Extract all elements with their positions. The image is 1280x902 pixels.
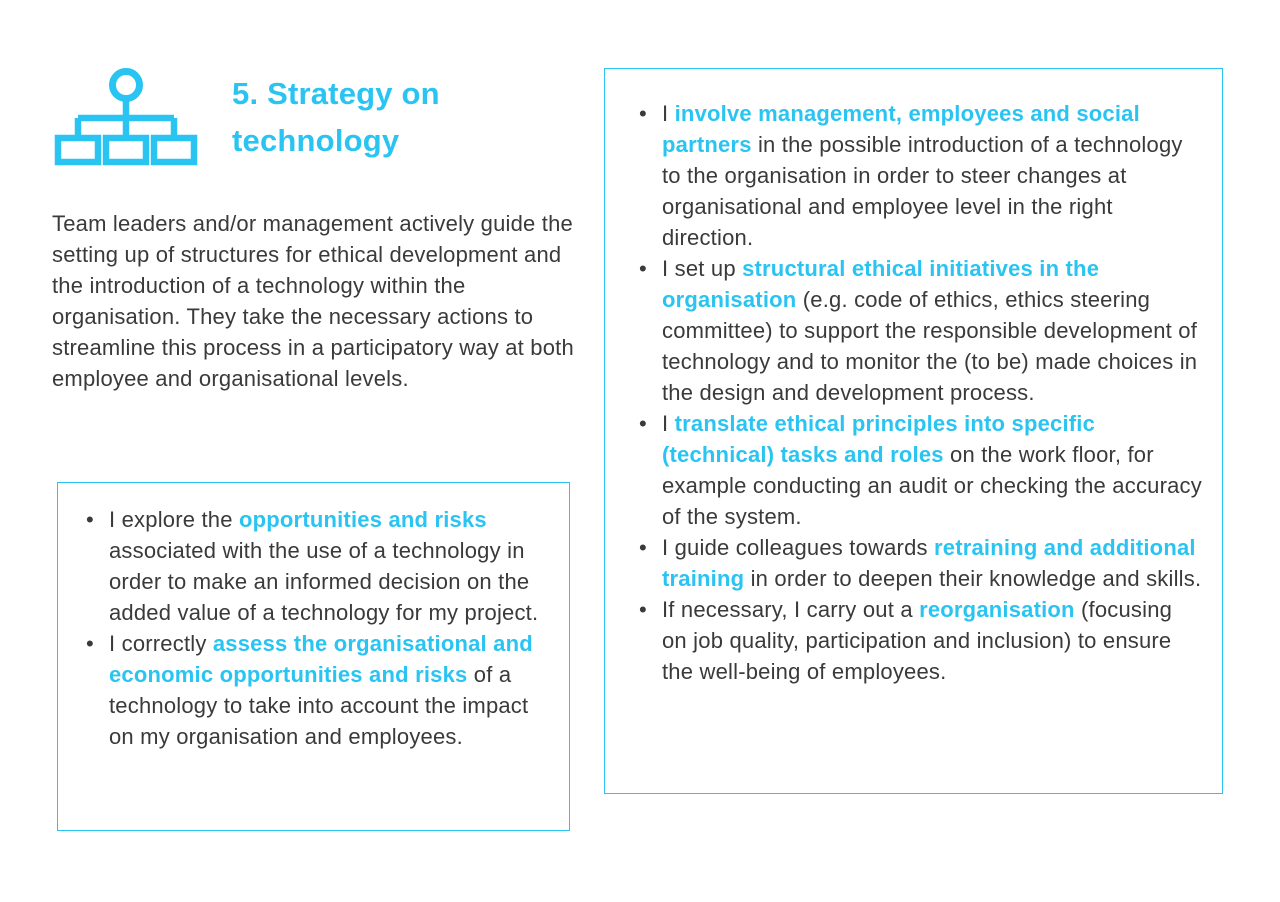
highlighted-text: translate ethical principles into specific (technical) tasks and roles <box>662 411 1096 467</box>
left-callout-box <box>57 482 570 831</box>
highlighted-text: structural ethical initiatives in the organisation <box>662 256 1100 312</box>
left-bullet-list <box>82 504 553 752</box>
body-text: of a technology to take into account the impact on my organisation and employees. <box>109 662 529 749</box>
body-text: in the possible introduction of a technology to the organisation in order to steer changes at organisational and employee level in the right direction. <box>662 132 1183 250</box>
list-item <box>635 532 1202 594</box>
list-item <box>635 594 1202 687</box>
list-item <box>635 98 1202 253</box>
list-item <box>82 504 553 628</box>
body-text: on the work floor, for example conducting an audit or checking the accuracy of the system. <box>662 442 1202 529</box>
right-callout-box <box>604 68 1223 794</box>
list-item <box>635 408 1202 532</box>
page-title <box>232 70 440 164</box>
intro-paragraph: Team leaders and/or management actively guide the setting up of structures for ethical development and the introduction of a technology within the organisation. They take the necessary actions to streamline this process in a participatory way at both employee and organisational levels. <box>52 211 574 391</box>
highlighted-text: reorganisation <box>919 597 1075 622</box>
page-title-line-1: 5. Strategy on <box>232 76 440 111</box>
highlighted-text: opportunities and risks <box>239 507 487 532</box>
highlighted-text: retraining and additional training <box>662 535 1196 591</box>
body-text: I guide colleagues towards <box>662 535 935 560</box>
body-text: (e.g. code of ethics, ethics steering committee) to support the responsible development of technology and to monitor the (to be) made choices in the design and development process. <box>662 287 1198 405</box>
body-text: I <box>662 101 675 126</box>
org-chart-icon <box>52 66 200 166</box>
highlighted-text: involve management, employees and social partners <box>662 101 1140 157</box>
highlighted-text: assess the organisational and economic opportunities and risks <box>109 631 533 687</box>
body-text: I <box>662 411 675 436</box>
body-text: I set up <box>662 256 743 281</box>
page-title-line-2: technology <box>232 123 400 158</box>
body-text: I explore the <box>109 507 239 532</box>
body-text: associated with the use of a technology in order to make an informed decision on the added value of a technology for my project. <box>109 538 539 625</box>
list-item <box>82 628 553 752</box>
body-text: in order to deepen their knowledge and skills. <box>744 566 1202 591</box>
body-text: If necessary, I carry out a <box>662 597 920 622</box>
right-bullet-list <box>635 98 1202 687</box>
body-text: I correctly <box>109 631 213 656</box>
list-item <box>635 253 1202 408</box>
body-text: (focusing on job quality, participation and inclusion) to ensure the well-being of employees. <box>662 597 1173 684</box>
